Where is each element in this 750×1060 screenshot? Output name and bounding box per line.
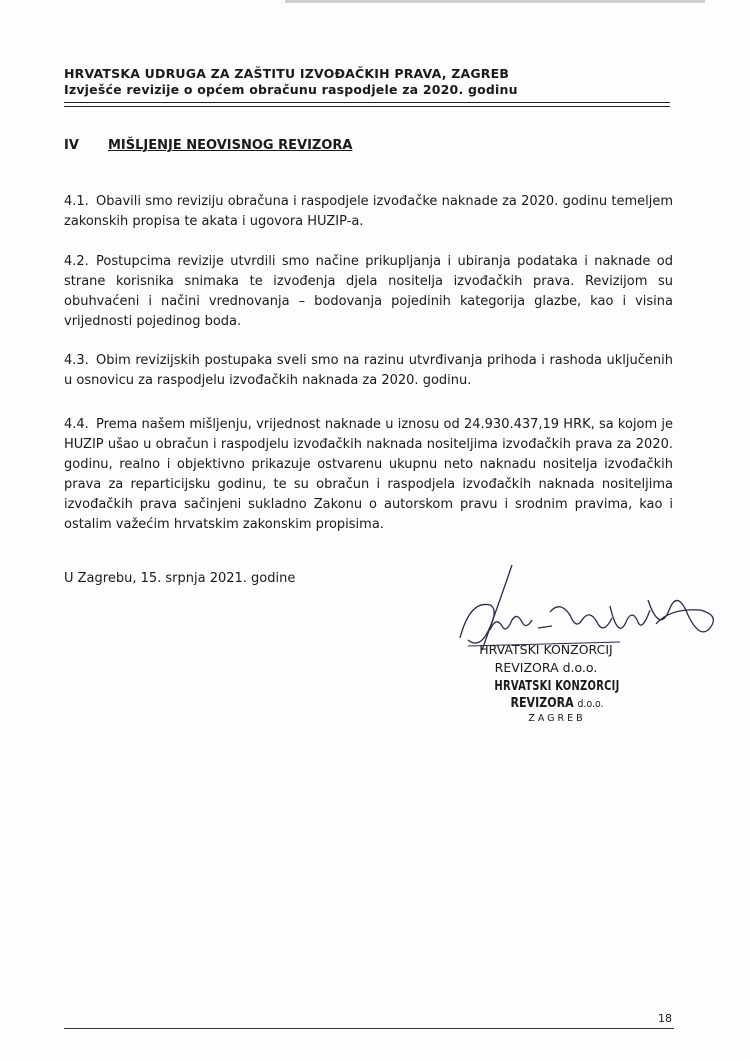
header-organization: HRVATSKA UDRUGA ZA ZAŠTITU IZVOĐAČKIH PRAVA, ZAGREB xyxy=(64,66,510,81)
paragraph-4-4 xyxy=(64,415,673,535)
auditor-name xyxy=(456,641,636,677)
header-report-title: Izvješće revizije o općem obračunu raspodjele za 2020. godinu xyxy=(64,82,518,97)
section-heading xyxy=(64,137,670,155)
auditor-name-line2: REVIZORA d.o.o. xyxy=(494,660,598,675)
stamp-line2 xyxy=(493,695,621,712)
paragraph-4-1 xyxy=(64,192,673,232)
company-stamp xyxy=(482,678,632,726)
stamp-city: ZAGREB xyxy=(528,713,586,724)
paragraph-text: Postupcima revizije utvrdili smo načine prikupljanja i ubiranja podataka i naknade od strane korisnika snimaka te izvođenja djela nositelja izvođačkih prava. Revizijom su obuhvaćeni i načini vrednovanja – bodovanja pojedinih kategorija glazbe, kao i visina vrijednosti pojedinog boda. xyxy=(64,254,673,329)
section-title: MIŠLJENJE NEOVISNOG REVIZORA xyxy=(108,138,353,153)
section-number: IV xyxy=(64,138,79,153)
paragraph-number: 4.4. xyxy=(64,417,89,432)
paragraph-text: Prema našem mišljenju, vrijednost naknade u iznosu od 24.930.437,19 HRK, sa kojom je HUZIP ušao u obračun i raspodjelu izvođačkih naknada nositeljima izvođačkih prava za 2020. godinu, realno i objektivno prikazuje ostvarenu ukupnu neto naknadu nositelja izvođačkih prava za reparticijsku godinu, te su obračun i raspodjela izvođačkih naknada nositeljima izvođačkih prava sačinjeni sukladno Zakonu o autorskom pravu i srodnim pravima, kao i ostalim važećim hrvatskim zakonskim propisima. xyxy=(64,417,673,532)
stamp-line2-small: d.o.o. xyxy=(577,697,604,710)
footer-divider xyxy=(64,1028,674,1029)
stamp-line2-bold: REVIZORA xyxy=(510,696,574,711)
scan-edge-line xyxy=(285,0,705,3)
page-number: 18 xyxy=(658,1012,672,1025)
place-and-date: U Zagrebu, 15. srpnja 2021. godine xyxy=(64,571,296,586)
paragraph-number: 4.1. xyxy=(64,194,89,209)
header-divider xyxy=(64,102,670,107)
document-header xyxy=(64,66,670,98)
auditor-name-line1: HRVATSKI KONZORCIJ xyxy=(479,642,613,657)
paragraph-4-3 xyxy=(64,351,673,391)
paragraph-text: Obim revizijskih postupaka sveli smo na razinu utvrđivanja prihoda i rashoda uključenih u osnovicu za raspodjelu izvođačkih naknada za 2020. godinu. xyxy=(64,353,673,388)
paragraph-number: 4.3. xyxy=(64,353,89,368)
stamp-line1: HRVATSKI KONZORCIJ xyxy=(494,679,620,694)
paragraph-text: Obavili smo reviziju obračuna i raspodjele izvođačke naknade za 2020. godinu temeljem zakonskih propisa te akata i ugovora HUZIP-a. xyxy=(64,194,673,229)
paragraph-4-2 xyxy=(64,252,673,332)
paragraph-number: 4.2. xyxy=(64,254,89,269)
